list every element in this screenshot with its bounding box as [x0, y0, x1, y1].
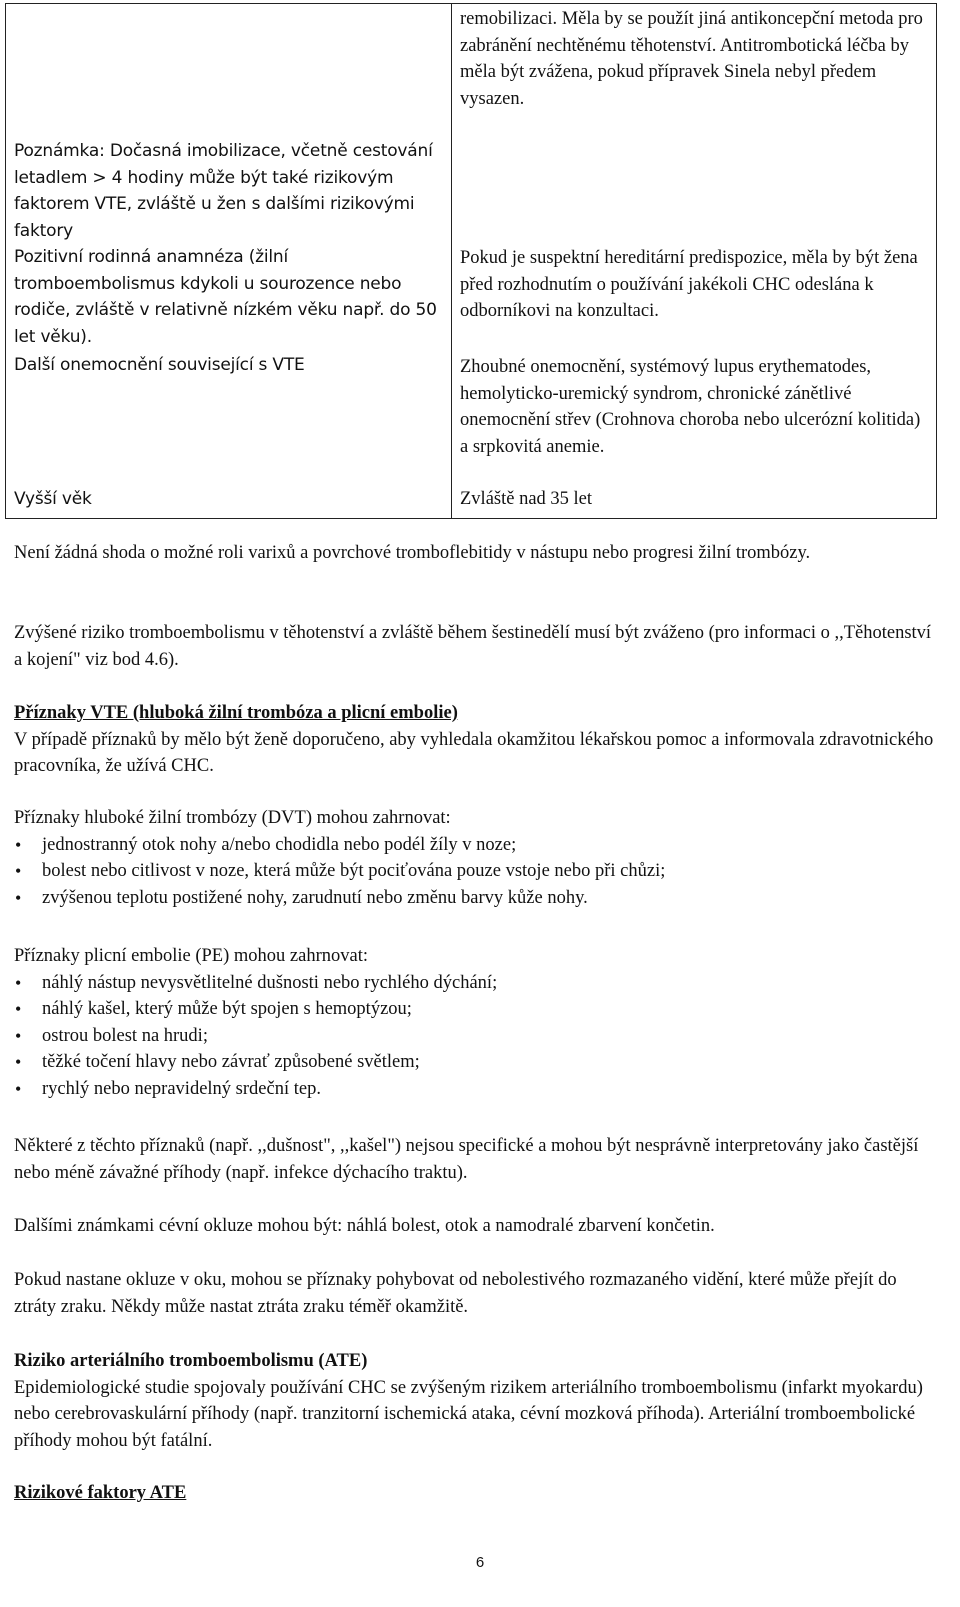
bullet-icon: •	[15, 861, 22, 881]
hereditary-text: Pokud je suspektní hereditární predispozice, měla by být žena před rozhodnutím o používání jakékoli CHC odeslána k odborníkovi na konzultaci.	[460, 248, 918, 321]
bullet-icon: •	[15, 1078, 22, 1099]
page-number: 6	[475, 1554, 485, 1571]
list-item-text: náhlý nástup nevysvětlitelné dušnosti nebo rychlého dýchání;	[42, 972, 498, 993]
bullet-icon: •	[15, 999, 22, 1019]
list-item-text: rychlý nebo nepravidelný srdeční tep.	[42, 1078, 321, 1099]
age-detail-text: Zvláště nad 35 let	[460, 489, 593, 509]
ate-text: Epidemiologické studie spojovaly používání CHC se zvýšeným rizikem arteriálního tromboembolismu (infarkt myokardu) nebo cerebrovaskulární příhody (např. tranzitorní ischemická ataka, cévní mozková příhoda). Arteriální tromboembolické příhody mohou být fatální.	[14, 1377, 923, 1451]
eye-paragraph: Pokud nastane okluze v oku, mohou se příznaky pohybovat od nebolestivého rozmazaného vidění, které může přejít do ztráty zraku. Někdy může nastat ztráta zraku téměř okamžitě.	[14, 1270, 897, 1317]
dvt-list	[14, 832, 939, 912]
ate-heading: Riziko arteriálního tromboembolismu (ATE)	[14, 1351, 368, 1371]
list-item-text: těžké točení hlavy nebo závrať způsobené světlem;	[42, 1052, 420, 1072]
list-item-text: náhlý kašel, který může být spojen s hemoptýzou;	[42, 999, 412, 1019]
immobilization-text: remobilizaci. Měla by se použít jiná antikoncepční metoda pro zabránění nechtěnému těhotenství. Antitrombotická léčba by měla být zvážena, pokud přípravek Sinela nebyl předem vysazen.	[460, 9, 923, 109]
vte-section	[14, 700, 939, 780]
pe-section	[14, 943, 939, 1102]
dvt-intro: Příznaky hluboké žilní trombózy (DVT) mohou zahrnovat:	[14, 808, 451, 828]
dvt-section	[14, 805, 939, 911]
list-item	[14, 1049, 939, 1076]
list-item	[14, 885, 939, 912]
list-item-text: bolest nebo citlivost v noze, která může být pociťována pouze vstoje nebo při chůzi;	[42, 861, 666, 881]
bullet-icon: •	[15, 887, 22, 908]
pe-list	[14, 970, 939, 1103]
pregnancy-paragraph: Zvýšené riziko tromboembolismu v těhotenství a zvláště během šestinedělí musí být zváženo (pro informaci o ,,Těhotenství a kojení" viz bod 4.6).	[14, 623, 932, 670]
varices-paragraph: Není žádná shoda o možné roli varixů a povrchové tromboflebitidy v nástupu nebo progresi žilní trombózy.	[14, 543, 811, 563]
family-history-text: Pozitivní rodinná anamnéza (žilní tromboembolismus kdykoli u sourozence nebo rodiče, zvláště v relativně nízkém věku např. do 50 let věku).	[14, 247, 437, 347]
diseases-text: Zhoubné onemocnění, systémový lupus erythematodes, hemolyticko-uremický syndrom, chronické zánětlivé onemocnění střev (Crohnova choroba nebo ulcerózní kolitida) a srpkovitá anemie.	[460, 357, 921, 457]
list-item	[14, 1076, 939, 1103]
age-text: Vyšší věk	[14, 489, 92, 509]
table-row	[6, 4, 937, 519]
bullet-icon: •	[15, 1052, 22, 1072]
table-cell-right	[452, 4, 937, 519]
list-item-text: ostrou bolest na hrudi;	[42, 1025, 208, 1046]
bullet-icon: •	[15, 972, 22, 993]
list-item	[14, 996, 939, 1023]
bullet-icon: •	[15, 1025, 22, 1046]
nonspecific-paragraph: Některé z těchto příznaků (např. ,,dušnost", ,,kašel") nejsou specifické a mohou být nesprávně interpretovány jako častější nebo méně závažné příhody (např. infekce dýchacího traktu).	[14, 1136, 919, 1183]
ate-section	[14, 1348, 939, 1454]
table-cell-left	[6, 4, 452, 519]
list-item	[14, 1023, 939, 1050]
risk-factor-table	[5, 3, 937, 519]
cell-right-content	[452, 4, 936, 518]
pe-intro: Příznaky plicní embolie (PE) mohou zahrnovat:	[14, 946, 368, 966]
occlusion-paragraph: Dalšími známkami cévní okluze mohou být: náhlá bolest, otok a namodralé zbarvení končetin.	[14, 1216, 715, 1236]
cell-left-content	[6, 4, 451, 518]
bullet-icon: •	[15, 834, 22, 855]
list-item	[14, 832, 939, 859]
vte-heading: Příznaky VTE (hluboká žilní trombóza a plicní embolie)	[14, 703, 458, 723]
note-text: Poznámka: Dočasná imobilizace, včetně cestování letadlem > 4 hodiny může být také rizikovým faktorem VTE, zvláště u žen s dalšími rizikovými faktory	[14, 141, 433, 241]
other-diseases-text: Další onemocnění související s VTE	[14, 355, 305, 375]
vte-text: V případě příznaků by mělo být ženě doporučeno, aby vyhledala okamžitou lékařskou pomoc a informovala zdravotnického pracovníka, že užívá CHC.	[14, 729, 934, 776]
list-item-text: jednostranný otok nohy a/nebo chodidla nebo podél žíly v noze;	[42, 834, 517, 855]
list-item	[14, 970, 939, 997]
list-item	[14, 858, 939, 885]
list-item-text: zvýšenou teplotu postižené nohy, zarudnutí nebo změnu barvy kůže nohy.	[42, 887, 588, 908]
ate-factors-heading: Rizikové faktory ATE	[14, 1483, 187, 1503]
